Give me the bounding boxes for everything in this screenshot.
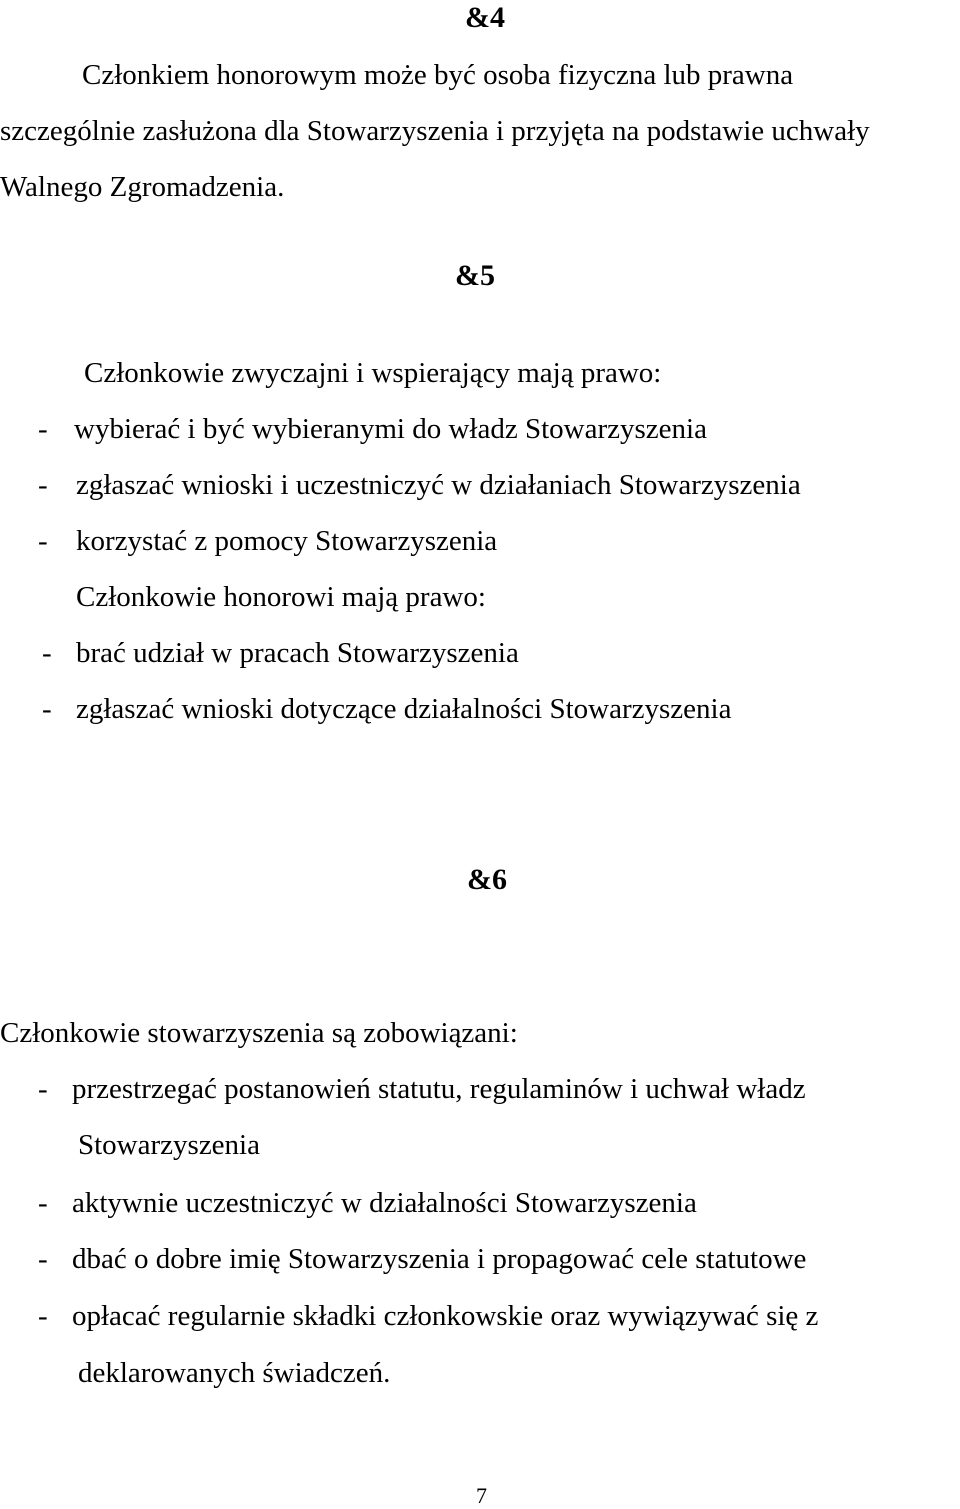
list-bullet: -	[38, 1300, 48, 1332]
list-bullet: -	[38, 469, 48, 501]
list-item: przestrzegać postanowień statutu, regulaminów i uchwał władz	[72, 1073, 806, 1105]
list-bullet: -	[42, 693, 52, 725]
paragraph-line: Członkiem honorowym może być osoba fizyczna lub prawna	[82, 59, 794, 91]
regular-members-intro: Członkowie zwyczajni i wspierający mają prawo:	[84, 357, 662, 389]
paragraph-line: szczególnie zasłużona dla Stowarzyszenia i przyjęta na podstawie uchwały	[0, 115, 870, 147]
obligations-intro: Członkowie stowarzyszenia są zobowiązani:	[0, 1017, 518, 1049]
list-bullet: -	[38, 525, 48, 557]
list-item-continuation: deklarowanych świadczeń.	[78, 1357, 391, 1389]
page-number: 7	[476, 1483, 487, 1508]
list-item: dbać o dobre imię Stowarzyszenia i propagować cele statutowe	[72, 1243, 807, 1275]
list-bullet: -	[38, 1243, 48, 1275]
section-heading-6: &6	[467, 863, 507, 896]
list-item: aktywnie uczestniczyć w działalności Stowarzyszenia	[72, 1187, 697, 1219]
list-item: opłacać regularnie składki członkowskie oraz wywiązywać się z	[72, 1300, 819, 1332]
section-heading-4: &4	[465, 1, 505, 34]
list-bullet: -	[42, 637, 52, 669]
paragraph-line: Walnego Zgromadzenia.	[0, 171, 285, 203]
section-heading-5: &5	[455, 259, 495, 292]
honorary-members-intro: Członkowie honorowi mają prawo:	[76, 581, 486, 613]
list-item-continuation: Stowarzyszenia	[78, 1129, 260, 1161]
list-item: wybierać i być wybieranymi do władz Stowarzyszenia	[74, 413, 707, 445]
list-bullet: -	[38, 413, 48, 445]
list-item: korzystać z pomocy Stowarzyszenia	[76, 525, 498, 557]
list-item: brać udział w pracach Stowarzyszenia	[76, 637, 519, 669]
list-bullet: -	[38, 1187, 48, 1219]
list-item: zgłaszać wnioski dotyczące działalności Stowarzyszenia	[76, 693, 732, 725]
list-bullet: -	[38, 1073, 48, 1105]
list-item: zgłaszać wnioski i uczestniczyć w działaniach Stowarzyszenia	[76, 469, 801, 501]
